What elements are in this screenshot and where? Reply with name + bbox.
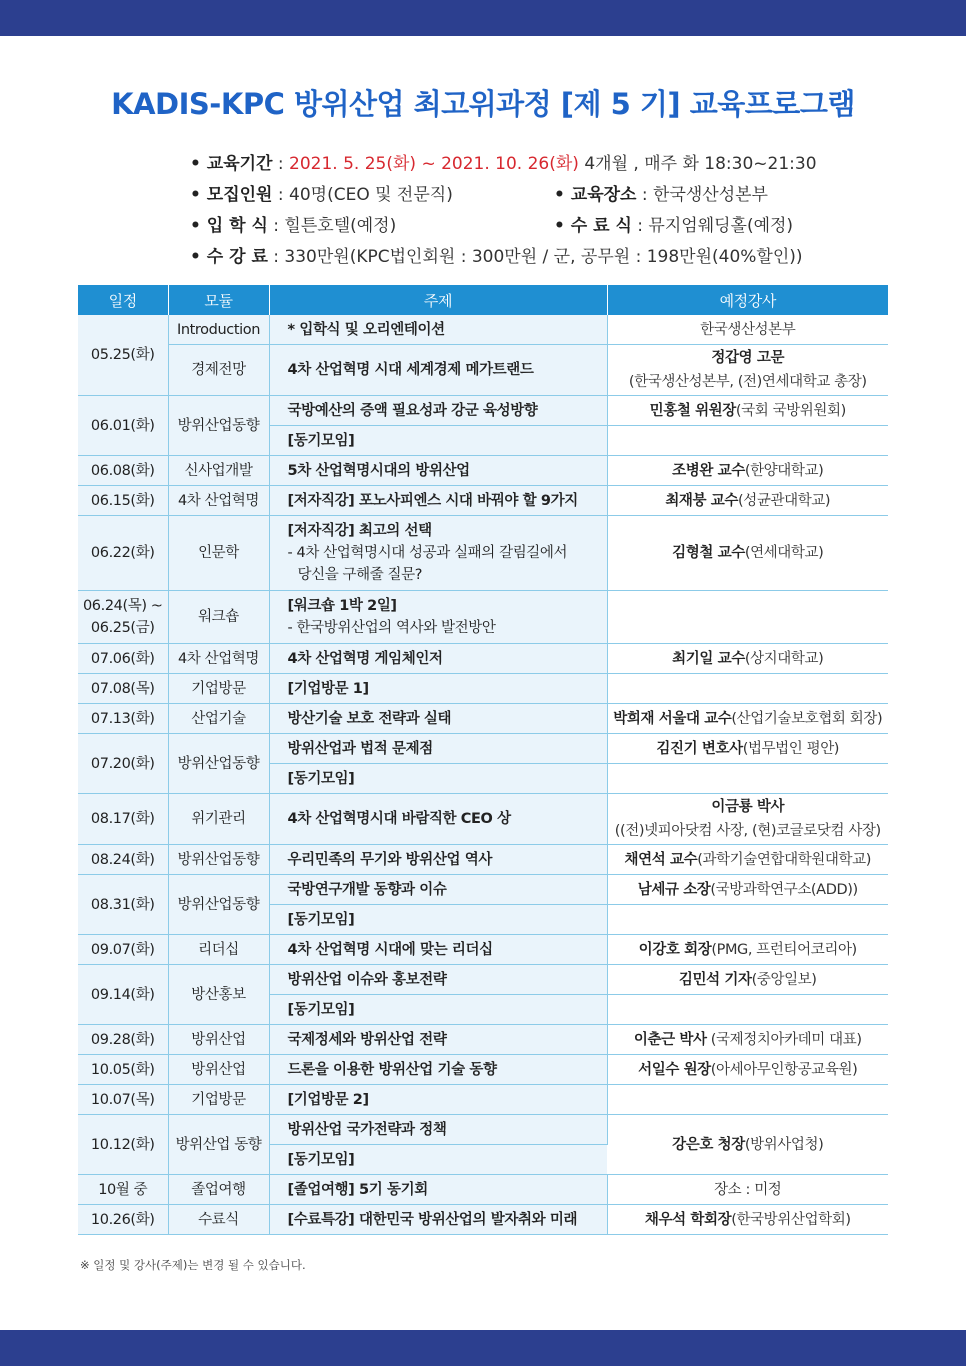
module-cell: Introduction	[168, 315, 269, 345]
topic-cell: [기업방문 2]	[269, 1085, 607, 1115]
table-row	[78, 1085, 888, 1115]
table-header-row	[78, 285, 888, 315]
lecturer-org: (한양대학교)	[744, 462, 824, 479]
topic-cell: [기업방문 1]	[269, 674, 607, 704]
lecturer-org: (국방과학연구소(ADD))	[710, 881, 858, 898]
topic-cell: 국제정세와 방위산업 전략	[269, 1025, 607, 1055]
topic-line: - 한국방위산업의 역사와 발전방안	[287, 620, 496, 636]
topic-cell: 방산기술 보호 전략과 실태	[269, 704, 607, 734]
lecturer-cell	[607, 875, 888, 905]
lecturer-cell	[607, 734, 888, 764]
lecturer-cell	[607, 396, 888, 426]
table-row	[78, 516, 888, 591]
lecturer-cell	[607, 965, 888, 995]
module-cell: 방위산업 동향	[168, 1115, 269, 1175]
lecturer-cell	[607, 644, 888, 674]
topic-cell: [동기모임]	[269, 426, 607, 456]
date-line: 06.24(목) ~	[82, 598, 163, 614]
lecturer-name: 남세규 소장	[637, 881, 711, 898]
lecturer-cell	[607, 1055, 888, 1085]
topic-cell: 방위산업과 법적 문제점	[269, 734, 607, 764]
date-cell: 10.05(화)	[78, 1055, 168, 1085]
table-row	[78, 704, 888, 734]
date-line: 06.25(금)	[90, 620, 155, 636]
topic-cell: 국방연구개발 동향과 이슈	[269, 875, 607, 905]
module-cell: 산업기술	[168, 704, 269, 734]
date-cell: 10월 중	[78, 1175, 168, 1205]
lecturer-org: (성균관대학교)	[738, 492, 831, 509]
lecturer-cell	[607, 456, 888, 486]
lecturer-org: (PMG, 프런티어코리아)	[711, 941, 857, 958]
topic-cell: [동기모임]	[269, 764, 607, 794]
period-dates: 2021. 5. 25(화) ~ 2021. 10. 26(화)	[289, 154, 579, 174]
recruit-label: • 모집인원	[190, 185, 273, 205]
lecturer-name: 채우석 학회장	[644, 1211, 732, 1228]
date-cell: 08.31(화)	[78, 875, 168, 935]
table-row	[78, 875, 888, 905]
top-band	[0, 0, 966, 36]
lecturer-name: 최재붕 교수	[665, 492, 739, 509]
table-row	[78, 486, 888, 516]
date-cell: 06.08(화)	[78, 456, 168, 486]
lecturer-org: (중앙일보)	[751, 971, 817, 988]
lecturer-name: 정갑영 고문	[711, 350, 785, 366]
module-cell: 워크숍	[168, 591, 269, 644]
module-cell: 방위산업동향	[168, 875, 269, 935]
topic-cell	[269, 591, 607, 644]
module-cell: 리더십	[168, 935, 269, 965]
lecturer-name: 박희재 서울대 교수	[613, 710, 732, 727]
entrance-value: : 힐튼호텔(예정)	[267, 216, 397, 236]
lecturer-name: 김진기 변호사	[656, 740, 743, 757]
table-row	[78, 935, 888, 965]
lecturer-org: (국제정치아카데미 대표)	[706, 1031, 862, 1048]
footnote: ※ 일정 및 강사(주제)는 변경 될 수 있습니다.	[80, 1258, 306, 1272]
date-cell: 09.28(화)	[78, 1025, 168, 1055]
header-module: 모듈	[168, 285, 269, 315]
topic-cell: 국방예산의 증액 필요성과 강군 육성방향	[269, 396, 607, 426]
table-row	[78, 794, 888, 845]
lecturer-cell	[607, 845, 888, 875]
lecturer-name: 최기일 교수	[672, 650, 745, 667]
topic-cell: [저자직강] 포노사피엔스 시대 바꿔야 할 9가지	[269, 486, 607, 516]
header-lecturer: 예정강사	[607, 285, 888, 315]
completion-value: : 뮤지엄웨딩홀(예정)	[631, 216, 794, 236]
date-cell: 07.13(화)	[78, 704, 168, 734]
table-row	[78, 1175, 888, 1205]
date-cell: 06.15(화)	[78, 486, 168, 516]
lecturer-cell	[607, 935, 888, 965]
topic-cell: 4차 산업혁명 게임체인저	[269, 644, 607, 674]
topic-cell: 방위산업 이슈와 홍보전략	[269, 965, 607, 995]
fee-label: • 수 강 료	[190, 247, 268, 267]
lecturer-cell	[607, 486, 888, 516]
page-title: KADIS-KPC 방위산업 최고위과정 [제 5 기] 교육프로그램	[111, 87, 855, 121]
header-topic: 주제	[269, 285, 607, 315]
lecturer-name: 이춘근 박사	[633, 1031, 707, 1048]
module-cell: 4차 산업혁명	[168, 486, 269, 516]
lecturer-name: 채연석 교수	[624, 851, 698, 868]
date-cell	[78, 591, 168, 644]
lecturer-org: (국회 국방위원회)	[735, 402, 846, 419]
info-row-recruit	[190, 181, 890, 212]
date-cell: 08.24(화)	[78, 845, 168, 875]
date-cell: 10.07(목)	[78, 1085, 168, 1115]
module-cell: 수료식	[168, 1205, 269, 1235]
lecturer-cell	[607, 905, 888, 935]
lecturer-name: 강은호 청장	[672, 1136, 745, 1153]
lecturer-cell	[607, 1205, 888, 1235]
table-row	[78, 396, 888, 426]
module-cell: 방위산업	[168, 1025, 269, 1055]
topic-cell: 5차 산업혁명시대의 방위산업	[269, 456, 607, 486]
lecturer-name: 서일수 원장	[638, 1061, 711, 1078]
lecturer-cell	[607, 995, 888, 1025]
lecturer-org: (연세대학교)	[744, 545, 824, 561]
course-info	[190, 150, 890, 274]
lecturer-org: (과학기술연합대학원대학교)	[697, 851, 871, 868]
info-row-period: • 교육기간 : 2021. 5. 25(화) ~ 2021. 10. 26(화) 4개월 , 매주 화 18:30~21:30	[190, 154, 817, 174]
table-row	[78, 1055, 888, 1085]
module-cell: 경제전망	[168, 345, 269, 396]
info-row-fee	[190, 243, 890, 274]
topic-cell: [동기모임]	[269, 905, 607, 935]
table-row	[78, 965, 888, 995]
date-cell: 10.12(화)	[78, 1115, 168, 1175]
table-row	[78, 315, 888, 345]
module-cell: 방위산업	[168, 1055, 269, 1085]
lecturer-cell	[607, 591, 888, 644]
lecturer-cell	[607, 345, 888, 396]
topic-cell: 방위산업 국가전략과 정책	[269, 1115, 607, 1145]
period-extra: 4개월 , 매주 화 18:30~21:30	[578, 154, 817, 174]
table-row	[78, 591, 888, 644]
topic-cell	[269, 516, 607, 591]
lecturer-name: 김민석 기자	[678, 971, 752, 988]
lecturer-cell: 장소 : 미정	[607, 1175, 888, 1205]
table-row	[78, 674, 888, 704]
lecturer-cell	[607, 1085, 888, 1115]
header-date: 일정	[78, 285, 168, 315]
module-cell: 인문학	[168, 516, 269, 591]
topic-cell: * 입학식 및 오리엔테이션	[269, 315, 607, 345]
completion-info	[554, 212, 793, 240]
entrance-label: • 입 학 식	[190, 216, 268, 236]
lecturer-org: (산업기술보호협회 회장)	[731, 710, 883, 727]
module-cell: 방위산업동향	[168, 734, 269, 794]
lecturer-org: (방위사업청)	[744, 1136, 824, 1153]
completion-label: • 수 료 식	[554, 216, 632, 236]
date-cell: 07.20(화)	[78, 734, 168, 794]
lecturer-cell	[607, 516, 888, 591]
topic-cell: 4차 산업혁명 시대에 맞는 리더십	[269, 935, 607, 965]
lecturer-cell	[607, 1025, 888, 1055]
table-row	[78, 456, 888, 486]
lecturer-org: (아세아무인항공교육원)	[710, 1061, 858, 1078]
date-cell: 06.22(화)	[78, 516, 168, 591]
topic-cell: 드론을 이용한 방위산업 기술 동향	[269, 1055, 607, 1085]
lecturer-cell	[607, 704, 888, 734]
table-row	[78, 845, 888, 875]
table-row	[78, 644, 888, 674]
lecturer-cell: 한국생산성본부	[607, 315, 888, 345]
lecturer-cell	[607, 426, 888, 456]
lecturer-name: 김형철 교수	[672, 545, 745, 561]
info-row-entrance	[190, 212, 890, 243]
date-cell: 07.06(화)	[78, 644, 168, 674]
table-row	[78, 1115, 888, 1145]
place-label: • 교육장소	[554, 185, 637, 205]
lecturer-cell	[607, 674, 888, 704]
lecturer-name: 민홍철 위원장	[649, 402, 736, 419]
module-cell: 4차 산업혁명	[168, 644, 269, 674]
lecturer-org: (상지대학교)	[744, 650, 824, 667]
module-cell: 신사업개발	[168, 456, 269, 486]
bottom-band	[0, 1330, 966, 1366]
place-value: : 한국생산성본부	[636, 185, 768, 205]
date-cell: 09.14(화)	[78, 965, 168, 1025]
lecturer-name: 이금룡 박사	[711, 799, 785, 815]
schedule-table	[78, 285, 888, 1235]
recruit-value: : 40명(CEO 및 전문직)	[272, 185, 453, 205]
lecturer-name: 이강호 회장	[638, 941, 712, 958]
module-cell: 위기관리	[168, 794, 269, 845]
date-cell: 05.25(화)	[78, 315, 168, 396]
table-row	[78, 1205, 888, 1235]
topic-line: [워크숍 1박 2일]	[287, 598, 397, 614]
table-row	[78, 1025, 888, 1055]
topic-cell: 우리민족의 무기와 방위산업 역사	[269, 845, 607, 875]
lecturer-org: ((전)넷피아닷컴 사장, (현)코글로닷컴 사장)	[614, 823, 881, 839]
module-cell: 방산홍보	[168, 965, 269, 1025]
topic-line: [저자직강] 최고의 선택	[287, 523, 432, 539]
topic-cell: [동기모임]	[269, 995, 607, 1025]
lecturer-org: (한국생산성본부, (전)연세대학교 총장)	[628, 374, 867, 390]
lecturer-org: (한국방위산업학회)	[731, 1211, 851, 1228]
table-row	[78, 734, 888, 764]
date-cell: 09.07(화)	[78, 935, 168, 965]
date-cell: 06.01(화)	[78, 396, 168, 456]
fee-value: : 330만원(KPC법인회원 : 300만원 / 군, 공무원 : 198만원(40%할인))	[267, 247, 803, 267]
place-info	[554, 181, 768, 209]
module-cell: 방위산업동향	[168, 396, 269, 456]
lecturer-name: 조병완 교수	[672, 462, 745, 479]
topic-line: 당신을 구해줄 질문?	[297, 567, 423, 583]
date-cell: 07.08(목)	[78, 674, 168, 704]
module-cell: 기업방문	[168, 1085, 269, 1115]
module-cell: 졸업여행	[168, 1175, 269, 1205]
topic-line: - 4차 산업혁명시대 성공과 실패의 갈림길에서	[287, 545, 568, 561]
module-cell: 기업방문	[168, 674, 269, 704]
date-cell: 10.26(화)	[78, 1205, 168, 1235]
module-cell: 방위산업동향	[168, 845, 269, 875]
topic-cell: [졸업여행] 5기 동기회	[269, 1175, 607, 1205]
table-row	[78, 345, 888, 396]
topic-cell: [동기모임]	[269, 1145, 607, 1175]
period-label: • 교육기간	[190, 154, 273, 174]
lecturer-cell	[607, 794, 888, 845]
lecturer-cell	[607, 1115, 888, 1175]
topic-cell: [수료특강] 대한민국 방위산업의 발자취와 미래	[269, 1205, 607, 1235]
lecturer-org: (법무법인 평안)	[742, 740, 840, 757]
date-cell: 08.17(화)	[78, 794, 168, 845]
topic-cell: 4차 산업혁명 시대 세계경제 메가트랜드	[269, 345, 607, 396]
topic-cell: 4차 산업혁명시대 바람직한 CEO 상	[269, 794, 607, 845]
lecturer-cell	[607, 764, 888, 794]
